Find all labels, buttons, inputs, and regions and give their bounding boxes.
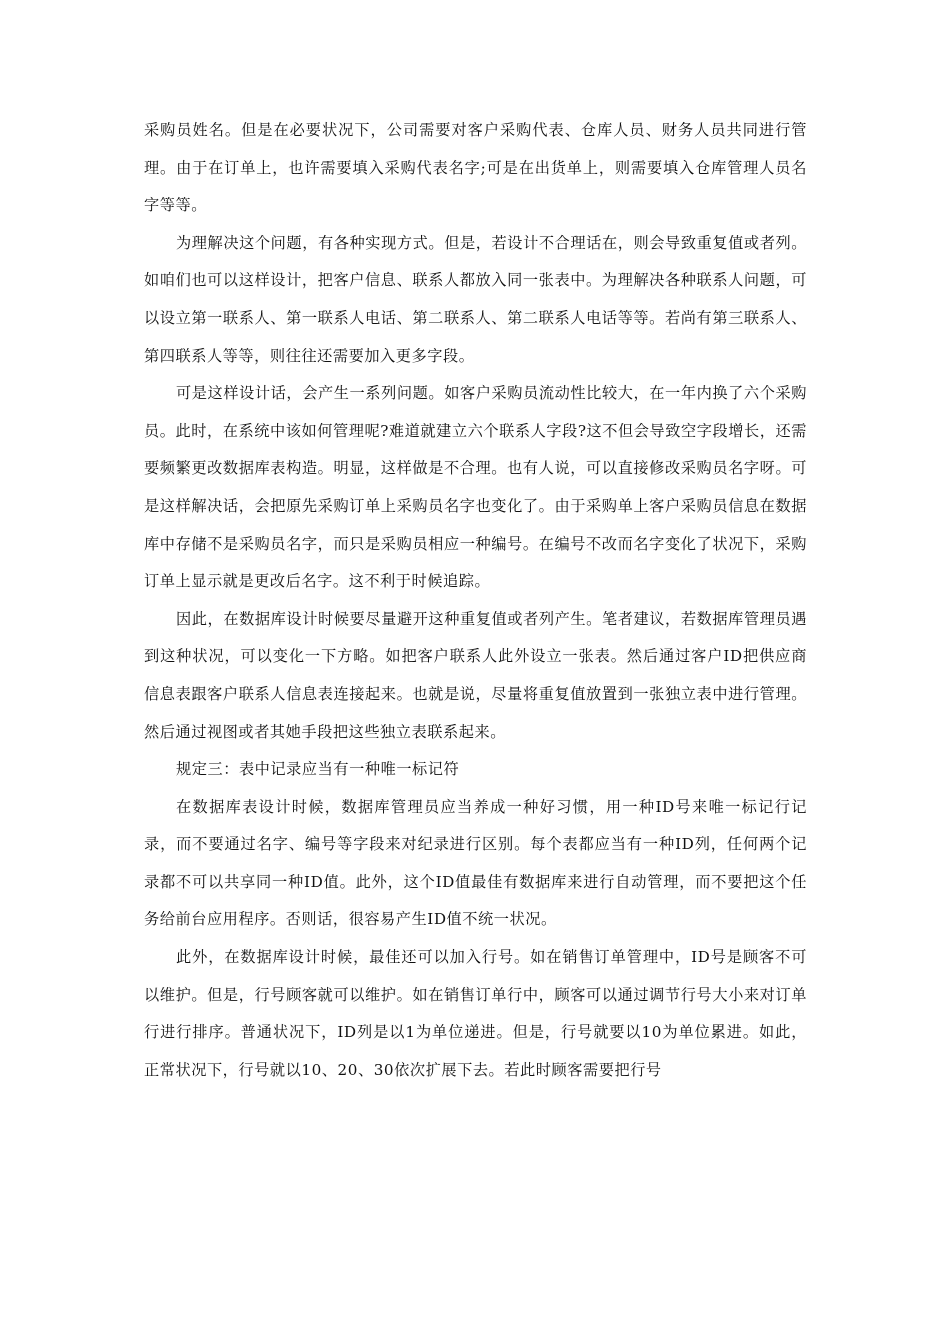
paragraph-5: 在数据库表设计时候，数据库管理员应当养成一种好习惯，用一种ID号来唯一标记行记录，而不要通过名字、编号等字段来对纪录进行区别。每个表都应当有一种ID列，任何两个记录都不可以共享同一种ID值。此外，这个ID值最佳有数据库来进行自动管理，而不要把这个任务给前台应用程序。否则话，很容易产生ID值不统一状况。 — [144, 797, 807, 929]
paragraph-3: 可是这样设计话，会产生一系列问题。如客户采购员流动性比较大，在一年内换了六个采购员。此时，在系统中该如何管理呢?难道就建立六个联系人字段?这不但会导致空字段增长，还需要频繁更改数据库表构造。明显，这样做是不合理。也有人说，可以直接修改采购员名字呀。可是这样解决话，会把原先采购订单上采购员名字也变化了。由于采购单上客户采购员信息在数据库中存储不是采购员名字，而只是采购员相应一种编号。在编号不改而名字变化了状况下，采购订单上显示就是更改后名字。这不利于时候追踪。 — [144, 384, 807, 591]
paragraph-4: 因此，在数据库设计时候要尽量避开这种重复值或者列产生。笔者建议，若数据库管理员遇到这种状况，可以变化一下方略。如把客户联系人此外设立一张表。然后通过客户ID把供应商信息表跟客户联系人信息表连接起来。也就是说，尽量将重复值放置到一张独立表中进行管理。然后通过视图或者其她手段把这些独立表联系起来。 — [144, 609, 807, 741]
document-page — [144, 112, 807, 1089]
paragraph-6: 此外，在数据库设计时候，最佳还可以加入行号。如在销售订单管理中，ID号是顾客不可以维护。但是，行号顾客就可以维护。如在销售订单行中，顾客可以通过调节行号大小来对订单行进行排序。普通状况下，ID列是以1为单位递进。但是，行号就要以10为单位累进。如此，正常状况下，行号就以10、20、30依次扩展下去。若此时顾客需要把行号 — [144, 948, 807, 1079]
paragraph-2: 为理解决这个问题，有各种实现方式。但是，若设计不合理话在，则会导致重复值或者列。如咱们也可以这样设计，把客户信息、联系人都放入同一张表中。为理解决各种联系人问题，可以设立第一联系人、第一联系人电话、第二联系人、第二联系人电话等等。若尚有第三联系人、第四联系人等等，则往往还需要加入更多字段。 — [144, 233, 807, 365]
paragraph-1: 采购员姓名。但是在必要状况下，公司需要对客户采购代表、仓库人员、财务人员共同进行管理。由于在订单上，也许需要填入采购代表名字;可是在出货单上，则需要填入仓库管理人员名字等等。 — [144, 121, 807, 215]
section-heading: 规定三：表中记录应当有一种唯一标记符 — [176, 760, 460, 779]
